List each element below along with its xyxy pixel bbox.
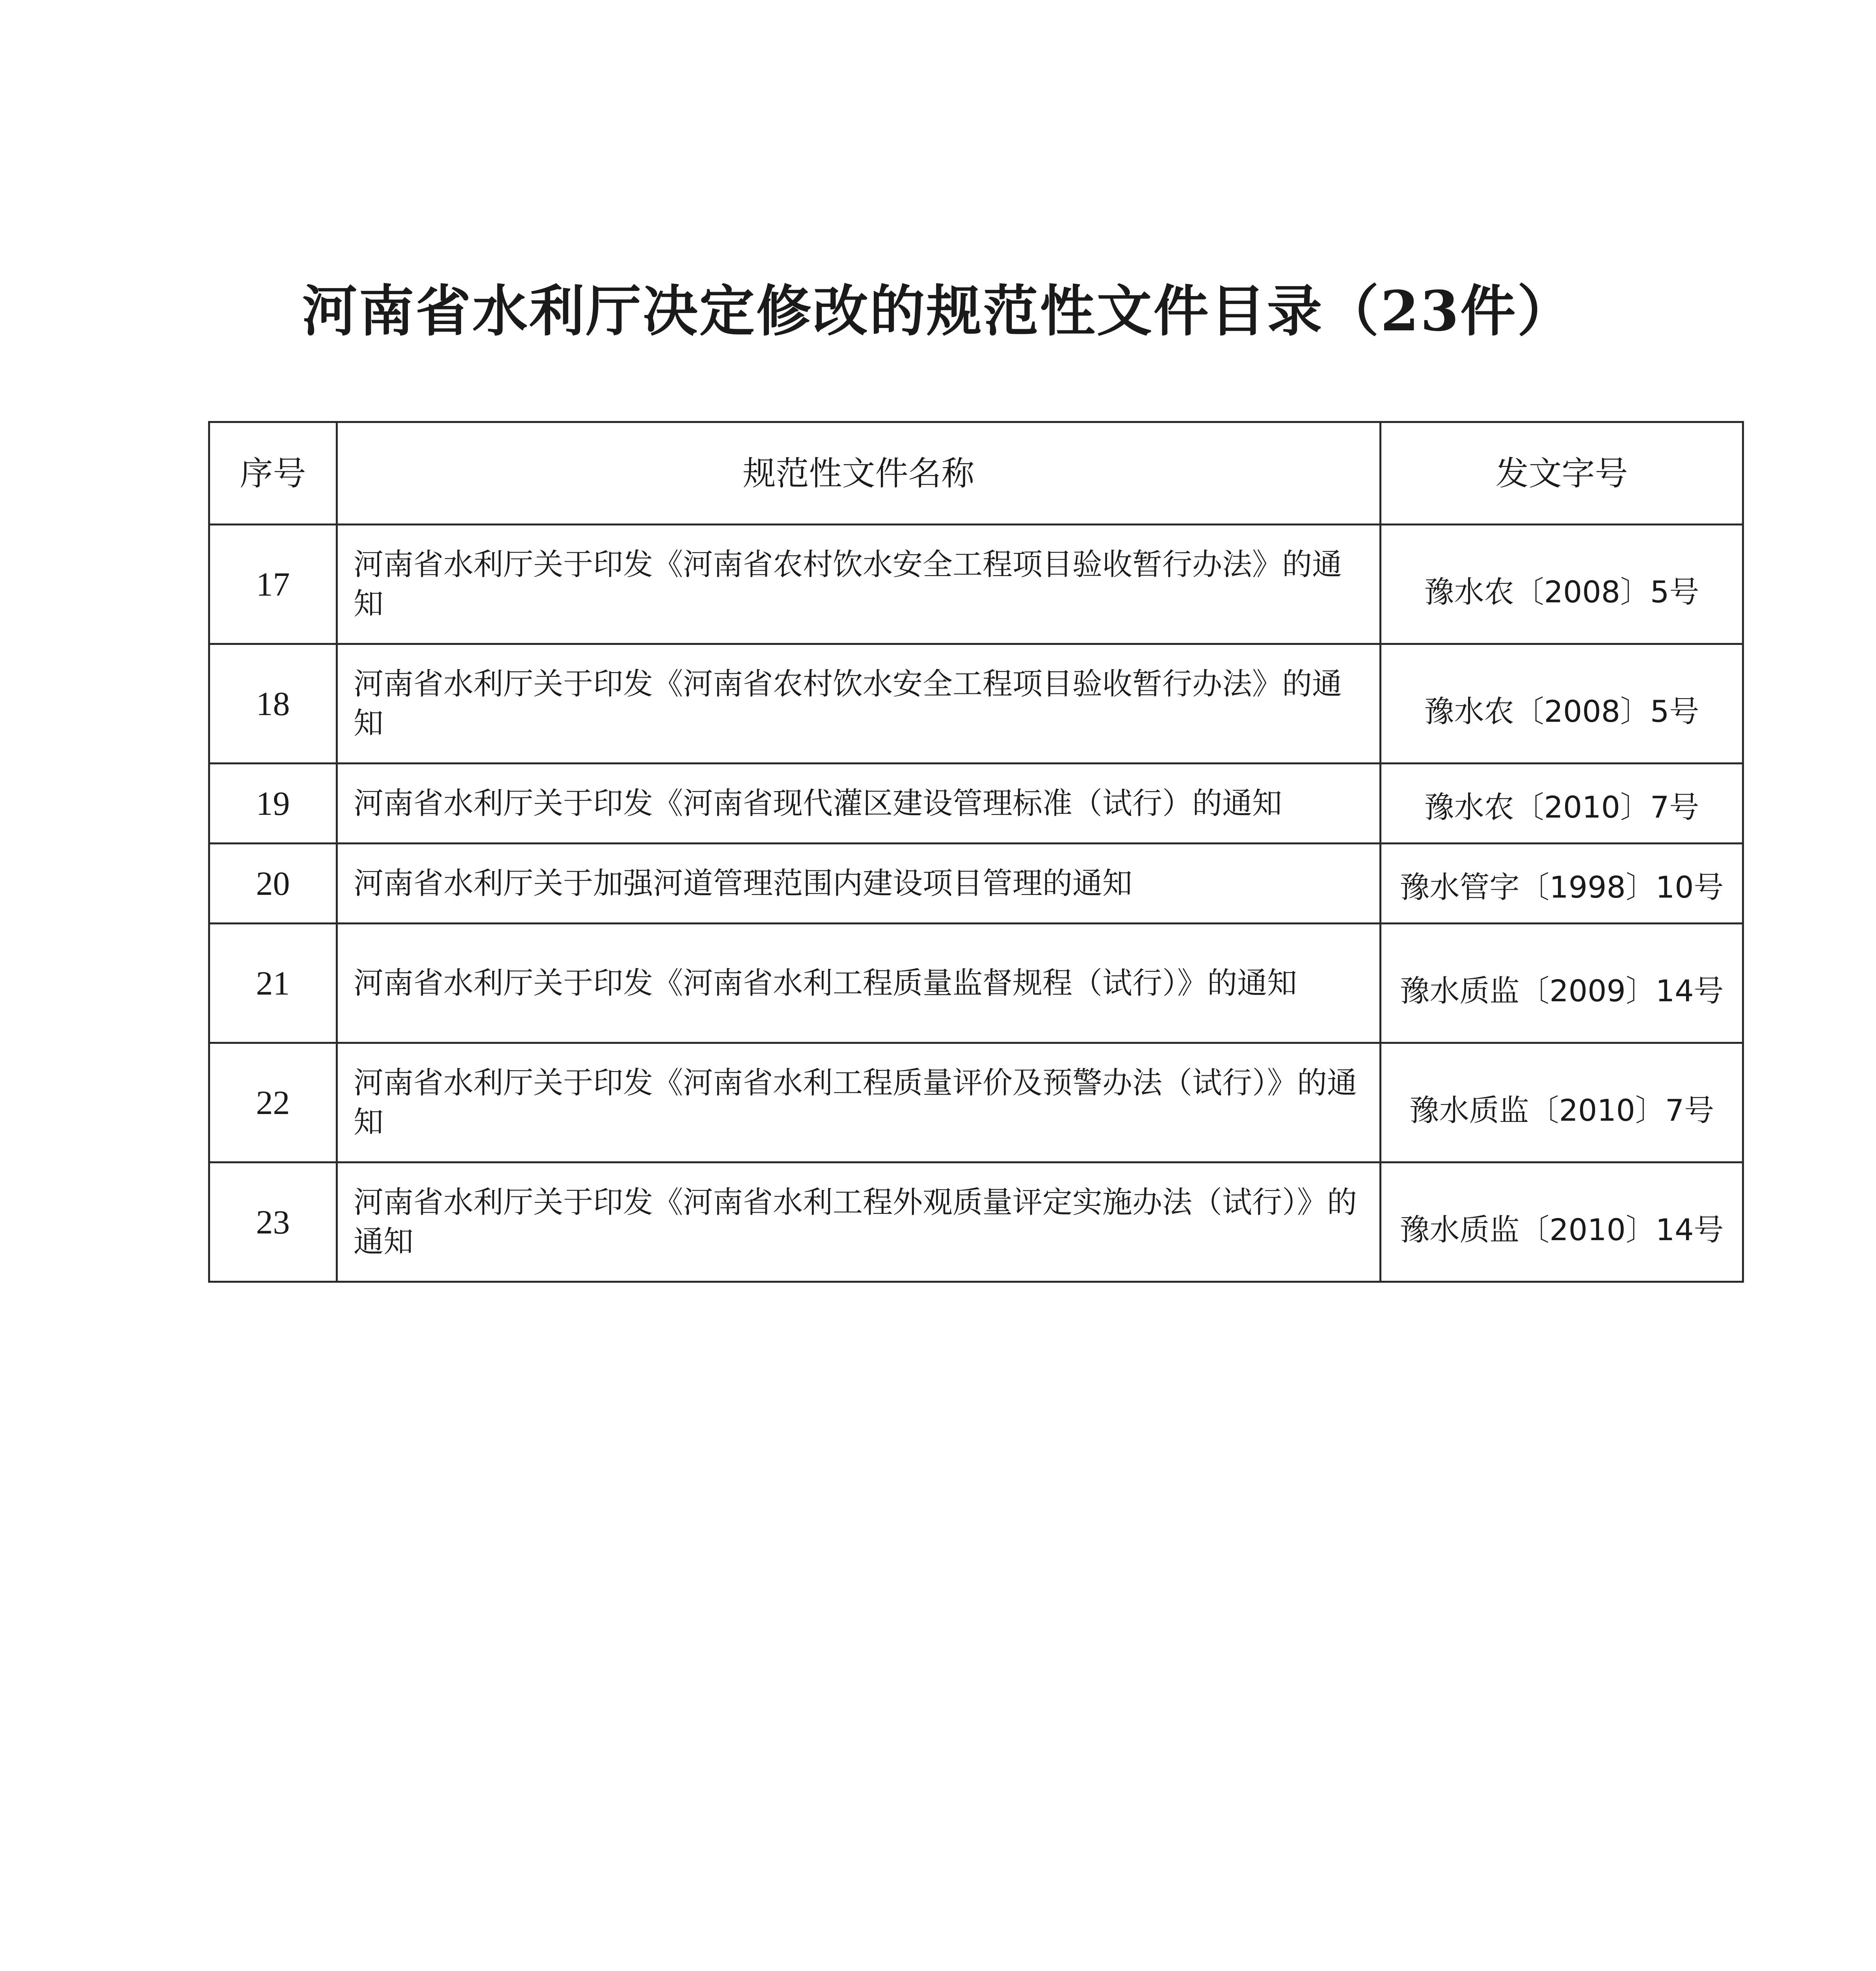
row-code: 豫水质监〔2009〕14号 (1381, 924, 1743, 1043)
row-name: 河南省水利厅关于加强河道管理范围内建设项目管理的通知 (337, 844, 1381, 924)
row-num: 20 (209, 844, 337, 924)
table-row (209, 525, 1743, 644)
row-code: 豫水质监〔2010〕7号 (1381, 1043, 1743, 1162)
row-code: 豫水质监〔2010〕14号 (1381, 1162, 1743, 1282)
row-num: 21 (209, 924, 337, 1043)
header-num: 序号 (209, 422, 337, 525)
regulation-list-table (208, 421, 1744, 1283)
row-name: 河南省水利厅关于印发《河南省现代灌区建设管理标准（试行）的通知 (337, 764, 1381, 844)
row-num: 23 (209, 1162, 337, 1282)
row-name: 河南省水利厅关于印发《河南省水利工程外观质量评定实施办法（试行）》的通知 (337, 1162, 1381, 1282)
table-row (209, 764, 1743, 844)
row-code: 豫水农〔2008〕5号 (1381, 644, 1743, 764)
table-row (209, 924, 1743, 1043)
row-num: 17 (209, 525, 337, 644)
row-num: 19 (209, 764, 337, 844)
row-num: 22 (209, 1043, 337, 1162)
row-name: 河南省水利厅关于印发《河南省农村饮水安全工程项目验收暂行办法》的通知 (337, 644, 1381, 764)
document-table (208, 421, 1742, 1283)
row-code: 豫水农〔2010〕7号 (1381, 764, 1743, 844)
header-name: 规范性文件名称 (337, 422, 1381, 525)
row-name: 河南省水利厅关于印发《河南省水利工程质量监督规程（试行）》的通知 (337, 924, 1381, 1043)
table-header-row (209, 422, 1743, 525)
row-name: 河南省水利厅关于印发《河南省水利工程质量评价及预警办法（试行）》的通知 (337, 1043, 1381, 1162)
table-row (209, 844, 1743, 924)
table-row (209, 644, 1743, 764)
table-row (209, 1162, 1743, 1282)
row-code: 豫水农〔2008〕5号 (1381, 525, 1743, 644)
header-code: 发文字号 (1381, 422, 1743, 525)
row-name: 河南省水利厅关于印发《河南省农村饮水安全工程项目验收暂行办法》的通知 (337, 525, 1381, 644)
row-num: 18 (209, 644, 337, 764)
row-code: 豫水管字〔1998〕10号 (1381, 844, 1743, 924)
page-title: 河南省水利厅决定修改的规范性文件目录（23件） (302, 279, 1574, 344)
table-row (209, 1043, 1743, 1162)
